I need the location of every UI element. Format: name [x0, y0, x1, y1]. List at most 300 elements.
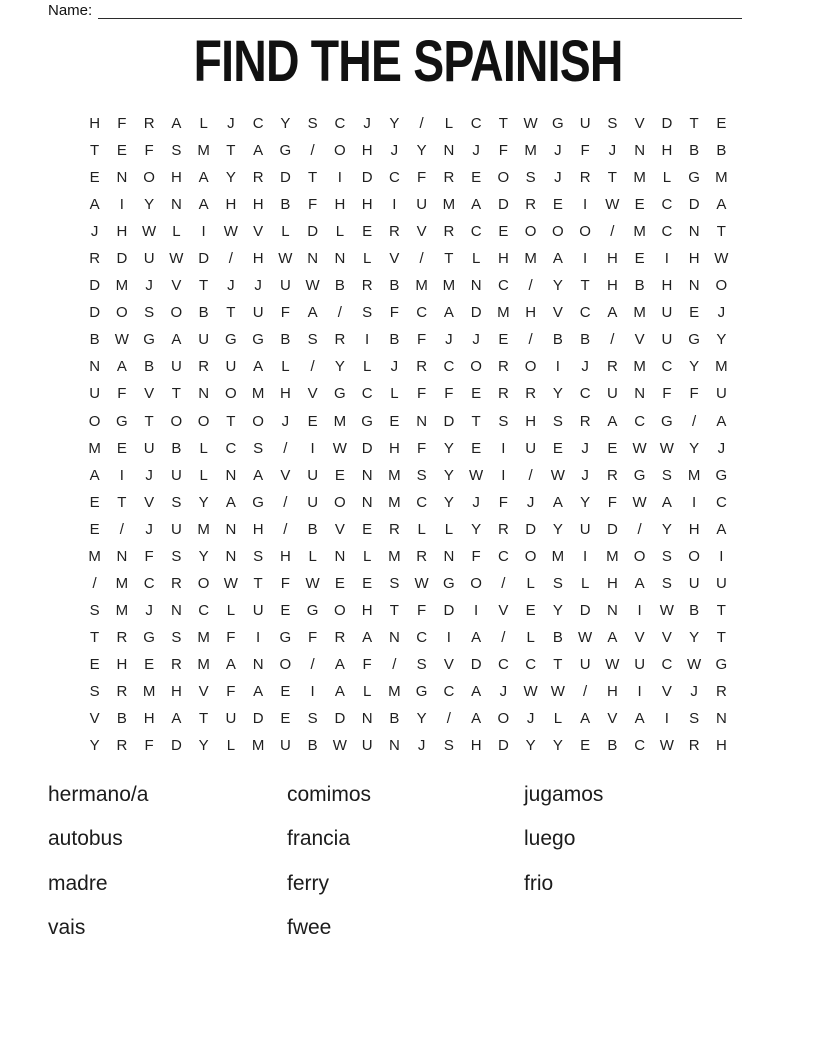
grid-letter: F — [662, 385, 672, 403]
grid-letter: A — [607, 304, 618, 322]
grid-letter: T — [226, 412, 236, 430]
word-list-item: comimos — [287, 783, 372, 807]
grid-letter: Y — [416, 142, 427, 160]
grid-letter: R — [252, 169, 264, 187]
grid-letter: H — [688, 520, 700, 538]
grid-letter: E — [362, 574, 373, 592]
grid-letter: S — [525, 169, 536, 187]
grid-letter: U — [143, 439, 155, 457]
grid-letter: Y — [443, 466, 454, 484]
grid-letter: Y — [416, 710, 427, 728]
grid-letter: I — [664, 710, 669, 728]
grid-letter: E — [552, 196, 563, 214]
grid-letter: O — [334, 601, 346, 619]
grid-letter: S — [144, 304, 155, 322]
grid-letter: D — [579, 601, 591, 619]
grid-letter: A — [89, 196, 100, 214]
grid-letter: N — [443, 142, 455, 160]
grid-letter: V — [607, 710, 618, 728]
grid-letter: Y — [552, 277, 563, 295]
grid-letter: C — [661, 358, 673, 376]
grid-letter: A — [253, 683, 264, 700]
grid-letter: J — [390, 142, 399, 160]
grid-letter: V — [443, 655, 454, 673]
grid-letter: Y — [443, 493, 454, 511]
grid-letter: I — [664, 250, 669, 268]
grid-letter: R — [116, 737, 128, 755]
grid-letter: C — [715, 493, 727, 511]
grid-letter: H — [388, 439, 400, 457]
grid-letter: R — [416, 547, 428, 565]
grid-letter: V — [416, 223, 427, 241]
grid-letter: G — [661, 412, 673, 430]
grid-letter: Y — [689, 439, 700, 457]
grid-letter: V — [89, 710, 100, 728]
grid-letter: I — [583, 250, 588, 268]
grid-letter: O — [170, 412, 183, 430]
grid-letter: / — [283, 520, 288, 538]
grid-letter: E — [498, 331, 509, 349]
grid-letter: T — [689, 115, 699, 133]
grid-letter: G — [116, 412, 128, 430]
grid-letter: H — [661, 277, 673, 295]
grid-letter: E — [552, 439, 563, 457]
grid-letter: V — [198, 683, 209, 700]
word-list-column — [524, 773, 763, 906]
grid-letter: M — [388, 547, 401, 565]
name-label: Name: — [48, 2, 93, 19]
grid-letter: S — [307, 115, 318, 133]
grid-letter: J — [363, 115, 371, 133]
grid-letter: C — [416, 493, 428, 511]
grid-letter: R — [388, 223, 400, 241]
grid-letter: Y — [334, 358, 345, 376]
grid-letter: E — [89, 493, 100, 511]
grid-letter: / — [637, 520, 642, 538]
grid-letter: J — [581, 358, 589, 376]
grid-letter: C — [361, 385, 373, 403]
grid-letter: O — [170, 304, 183, 322]
grid-letter: S — [171, 547, 182, 565]
grid-letter: F — [144, 737, 154, 755]
grid-letter: A — [634, 574, 645, 592]
grid-letter: G — [415, 683, 428, 700]
grid-letter: W — [550, 466, 565, 484]
grid-letter: S — [607, 115, 618, 133]
grid-letter: T — [716, 628, 726, 646]
grid-letter: H — [661, 142, 673, 160]
grid-letter: E — [144, 655, 155, 673]
word-list-item: jugamos — [524, 783, 604, 807]
grid-letter: N — [116, 169, 128, 187]
grid-letter: C — [579, 385, 591, 403]
grid-letter: R — [606, 358, 618, 376]
grid-letter: / — [528, 277, 533, 295]
grid-letter: N — [252, 655, 264, 673]
grid-letter: U — [525, 439, 537, 457]
grid-letter: L — [553, 710, 563, 728]
grid-letter: E — [580, 737, 591, 755]
grid-letter: U — [307, 493, 319, 511]
grid-letter: Y — [225, 169, 236, 187]
grid-letter: O — [524, 358, 537, 376]
grid-letter: F — [607, 493, 617, 511]
grid-letter: G — [552, 115, 564, 133]
grid-letter: C — [225, 439, 237, 457]
grid-letter: D — [443, 601, 455, 619]
grid-letter: A — [198, 196, 209, 214]
grid-letter: J — [472, 331, 480, 349]
grid-letter: Y — [198, 547, 209, 565]
grid-letter: Y — [525, 737, 536, 755]
grid-letter: Y — [144, 196, 155, 214]
grid-letter: H — [252, 250, 264, 268]
grid-letter: R — [443, 223, 455, 241]
grid-letter: D — [116, 250, 128, 268]
grid-letter: O — [497, 710, 510, 728]
grid-letter: J — [145, 520, 153, 538]
grid-letter: R — [525, 196, 537, 214]
grid-letter: D — [470, 304, 482, 322]
grid-letter: F — [444, 385, 454, 403]
grid-letter: M — [633, 304, 646, 322]
grid-letter: W — [332, 439, 347, 457]
grid-letter: H — [361, 601, 373, 619]
grid-letter: J — [717, 439, 726, 457]
grid-letter: U — [715, 385, 727, 403]
grid-letter: D — [198, 250, 210, 268]
grid-letter: E — [280, 683, 291, 700]
grid-letter: M — [88, 547, 101, 565]
grid-letter: A — [471, 683, 482, 700]
grid-letter: V — [389, 250, 400, 268]
grid-letter: J — [499, 683, 508, 700]
grid-letter: U — [688, 574, 700, 592]
grid-letter: T — [226, 304, 236, 322]
grid-letter: H — [252, 196, 264, 214]
word-list-item: ferry — [287, 871, 329, 895]
grid-letter: W — [332, 737, 347, 755]
grid-letter: U — [225, 710, 237, 728]
grid-letter: R — [443, 169, 455, 187]
grid-letter: R — [170, 655, 182, 673]
grid-letter: A — [634, 710, 645, 728]
grid-letter: M — [415, 277, 428, 295]
grid-letter: W — [414, 574, 429, 592]
grid-letter: / — [583, 683, 588, 700]
grid-letter: J — [581, 466, 589, 484]
grid-letter: F — [308, 628, 318, 646]
grid-letter: Y — [552, 520, 563, 538]
grid-letter: R — [416, 358, 428, 376]
grid-letter: / — [283, 493, 288, 511]
grid-letter: R — [497, 385, 509, 403]
grid-letter: N — [170, 196, 182, 214]
grid-letter: E — [89, 520, 100, 538]
grid-letter: E — [525, 601, 536, 619]
grid-letter: T — [716, 601, 726, 619]
grid-letter: F — [498, 142, 508, 160]
grid-letter: B — [280, 196, 291, 214]
grid-letter: N — [198, 385, 210, 403]
grid-letter: E — [116, 439, 127, 457]
grid-letter: V — [280, 466, 291, 484]
grid-letter: E — [716, 115, 727, 133]
grid-letter: J — [227, 277, 235, 295]
grid-letter: N — [688, 223, 700, 241]
grid-letter: D — [606, 520, 618, 538]
word-list-item: luego — [524, 827, 576, 851]
grid-letter: / — [283, 439, 288, 457]
grid-letter: W — [469, 466, 484, 484]
grid-letter: M — [633, 223, 646, 241]
grid-letter: F — [417, 331, 427, 349]
grid-letter: U — [252, 601, 264, 619]
grid-letter: C — [661, 655, 673, 673]
grid-letter: V — [634, 628, 645, 646]
grid-letter: / — [692, 412, 697, 430]
grid-letter: A — [552, 250, 563, 268]
grid-letter: A — [307, 304, 318, 322]
grid-letter: E — [362, 520, 373, 538]
grid-letter: C — [252, 115, 264, 133]
grid-letter: L — [417, 520, 426, 538]
grid-letter: O — [334, 142, 346, 160]
grid-letter: O — [225, 385, 237, 403]
grid-letter: N — [443, 547, 455, 565]
grid-letter: / — [310, 142, 315, 160]
grid-letter: M — [687, 466, 701, 484]
grid-letter: Y — [689, 358, 700, 376]
grid-letter: M — [497, 304, 510, 322]
grid-letter: U — [170, 520, 182, 538]
grid-letter: A — [443, 304, 454, 322]
grid-letter: I — [637, 601, 642, 619]
grid-letter: M — [197, 655, 210, 673]
grid-letter: M — [524, 142, 537, 160]
grid-letter: C — [198, 601, 210, 619]
grid-letter: W — [305, 277, 320, 295]
grid-letter: E — [89, 169, 100, 187]
grid-letter: T — [444, 250, 454, 268]
grid-letter: C — [470, 115, 482, 133]
grid-letter: N — [225, 466, 237, 484]
grid-letter: F — [417, 601, 427, 619]
grid-letter: M — [388, 683, 401, 700]
grid-letter: B — [607, 737, 618, 755]
grid-letter: B — [552, 331, 563, 349]
grid-letter: O — [470, 358, 482, 376]
grid-letter: G — [279, 628, 292, 646]
grid-letter: J — [90, 223, 99, 241]
grid-letter: C — [579, 304, 591, 322]
grid-letter: J — [554, 142, 562, 160]
grid-letter: G — [143, 331, 155, 349]
grid-letter: O — [524, 547, 537, 565]
grid-letter: W — [550, 683, 565, 700]
grid-letter: L — [226, 737, 236, 755]
grid-letter: C — [334, 115, 346, 133]
grid-letter: L — [362, 547, 372, 565]
grid-letter: D — [661, 115, 673, 133]
grid-letter: U — [170, 358, 182, 376]
grid-letter: O — [197, 574, 210, 592]
grid-letter: O — [688, 547, 700, 565]
grid-letter: E — [362, 223, 373, 241]
grid-letter: Y — [552, 737, 563, 755]
word-list-item: frio — [524, 871, 554, 895]
grid-letter: U — [143, 250, 155, 268]
grid-letter: H — [279, 385, 291, 403]
grid-letter: N — [388, 628, 400, 646]
grid-letter: N — [634, 142, 646, 160]
grid-letter: A — [580, 710, 591, 728]
grid-letter: Y — [443, 439, 454, 457]
grid-letter: W — [632, 439, 647, 457]
grid-letter: N — [307, 250, 319, 268]
grid-letter: W — [223, 574, 238, 592]
grid-letter: F — [226, 628, 236, 646]
grid-letter: W — [687, 655, 702, 673]
grid-letter: V — [634, 331, 645, 349]
grid-letter: I — [555, 358, 560, 376]
grid-letter: / — [610, 331, 615, 349]
grid-letter: M — [524, 250, 537, 268]
grid-letter: F — [362, 655, 372, 673]
grid-letter: Y — [552, 385, 563, 403]
grid-letter: L — [281, 358, 290, 376]
grid-letter: M — [197, 520, 210, 538]
grid-letter: H — [361, 142, 373, 160]
grid-letter: R — [715, 683, 727, 700]
grid-letter: C — [416, 304, 428, 322]
grid-letter: T — [253, 574, 263, 592]
grid-letter: I — [310, 683, 315, 700]
grid-letter: H — [170, 169, 182, 187]
grid-letter: C — [470, 223, 482, 241]
grid-letter: U — [661, 304, 673, 322]
grid-letter: M — [197, 628, 210, 646]
grid-letter: G — [443, 574, 455, 592]
grid-letter: L — [199, 466, 208, 484]
grid-letter: E — [634, 196, 645, 214]
grid-letter: G — [279, 142, 292, 160]
grid-letter: J — [717, 304, 726, 322]
grid-letter: W — [605, 196, 620, 214]
grid-letter: N — [634, 385, 646, 403]
grid-letter: L — [662, 169, 672, 187]
grid-letter: W — [578, 628, 593, 646]
grid-letter: G — [688, 331, 700, 349]
grid-letter: U — [89, 385, 101, 403]
grid-letter: R — [579, 169, 591, 187]
grid-letter: J — [145, 277, 153, 295]
grid-letter: O — [88, 412, 101, 430]
grid-letter: U — [170, 466, 182, 484]
grid-letter: L — [308, 547, 317, 565]
grid-letter: D — [688, 196, 700, 214]
grid-letter: N — [170, 601, 182, 619]
grid-letter: B — [198, 304, 209, 322]
grid-letter: L — [281, 223, 290, 241]
grid-letter: N — [606, 601, 618, 619]
grid-letter: N — [225, 520, 237, 538]
grid-letter: S — [307, 331, 318, 349]
grid-letter: T — [117, 493, 127, 511]
grid-letter: N — [334, 547, 346, 565]
grid-letter: O — [334, 493, 346, 511]
grid-letter: B — [116, 710, 127, 728]
grid-letter: N — [388, 737, 400, 755]
grid-letter: E — [634, 250, 645, 268]
grid-letter: H — [89, 115, 101, 133]
grid-letter: W — [169, 250, 184, 268]
grid-letter: H — [606, 683, 618, 700]
grid-letter: S — [416, 466, 427, 484]
grid-letter: R — [116, 683, 128, 700]
word-list-item: madre — [48, 871, 108, 895]
grid-letter: H — [525, 412, 537, 430]
grid-letter: W — [605, 655, 620, 673]
grid-letter: O — [470, 574, 482, 592]
grid-letter: G — [688, 169, 700, 187]
grid-letter: J — [281, 412, 290, 430]
grid-letter: U — [279, 277, 291, 295]
grid-letter: V — [334, 520, 345, 538]
grid-letter: S — [661, 466, 672, 484]
grid-letter: F — [280, 574, 290, 592]
grid-letter: M — [551, 547, 565, 565]
grid-letter: E — [334, 574, 345, 592]
wordsearch-grid — [81, 110, 735, 759]
grid-letter: / — [119, 520, 124, 538]
grid-letter: B — [334, 277, 345, 295]
grid-letter: C — [634, 412, 646, 430]
grid-letter: L — [335, 223, 345, 241]
grid-letter: / — [528, 331, 533, 349]
grid-letter: A — [253, 466, 264, 484]
grid-letter: F — [117, 385, 127, 403]
grid-letter: V — [552, 304, 563, 322]
grid-letter: D — [307, 223, 319, 241]
grid-letter: V — [634, 115, 645, 133]
word-list-item: fwee — [287, 916, 332, 940]
grid-letter: A — [253, 142, 264, 160]
grid-letter: F — [226, 683, 236, 700]
grid-letter: U — [634, 655, 646, 673]
grid-letter: T — [580, 277, 590, 295]
grid-letter: D — [334, 710, 346, 728]
grid-letter: U — [198, 331, 210, 349]
grid-letter: H — [606, 250, 618, 268]
grid-letter: T — [90, 142, 100, 160]
grid-letter: Y — [471, 520, 482, 538]
grid-letter: B — [389, 277, 400, 295]
grid-letter: D — [470, 655, 482, 673]
grid-letter: L — [362, 250, 372, 268]
grid-letter: B — [634, 277, 645, 295]
grid-letter: G — [252, 493, 264, 511]
grid-letter: V — [307, 385, 318, 403]
grid-letter: L — [444, 520, 454, 538]
grid-letter: H — [225, 196, 237, 214]
grid-letter: C — [143, 574, 155, 592]
grid-letter: R — [579, 412, 591, 430]
grid-letter: C — [661, 196, 673, 214]
grid-letter: O — [579, 223, 591, 241]
grid-letter: W — [278, 250, 293, 268]
grid-letter: O — [279, 655, 292, 673]
